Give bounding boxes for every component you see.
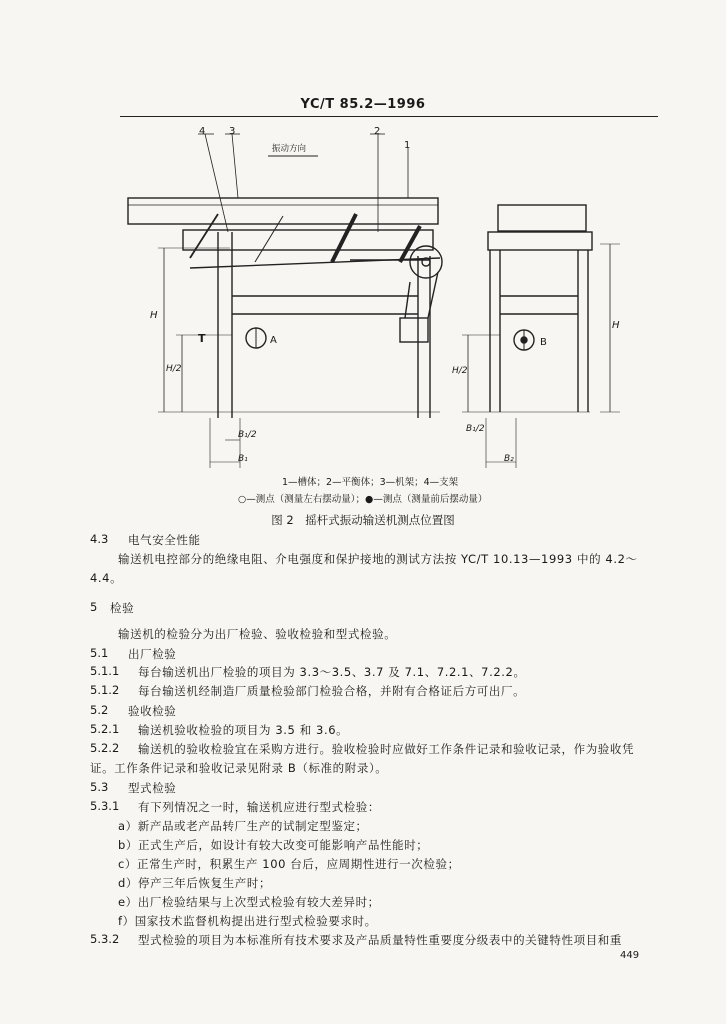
point-a-label: A — [270, 335, 277, 346]
list-item: a）新产品或老产品转厂生产的试制定型鉴定； — [118, 819, 368, 833]
side-dim-h-label: H — [612, 320, 620, 331]
section-heading: 检验 — [110, 601, 135, 615]
balance-body — [183, 230, 433, 250]
section-number: 5.2 — [90, 703, 109, 717]
trough — [128, 198, 438, 224]
legend-parts: 1—槽体；2—平衡体；3—机架；4—支架 — [282, 477, 459, 488]
paragraph-line: 型式检验的项目为本标准所有技术要求及产品质量特性重要度分级表中的关键特性项目和重 — [138, 933, 622, 947]
dim-b2-label: B₂ — [504, 454, 514, 464]
paragraph-line: 有下列情况之一时，输送机应进行型式检验： — [138, 800, 380, 814]
dim-h-half-label: H/2 — [166, 364, 182, 374]
list-item: d）停产三年后恢复生产时； — [118, 876, 272, 890]
paragraph-line: 证。工作条件记录和验收记录见附录 B（标准的附录）。 — [90, 761, 388, 775]
dim-b1-label: B₁ — [238, 454, 248, 464]
point-b-label: B — [540, 337, 547, 348]
page-number: 449 — [620, 950, 640, 961]
dim-h-label: H — [150, 310, 158, 321]
side-dim-h-half-label: H/2 — [452, 366, 468, 376]
paragraph-line: 输送机的验收检验宜在采购方进行。验收检验时应做好工作条件记录和验收记录，作为验收凭 — [138, 742, 635, 756]
header-rule — [120, 116, 658, 117]
section-heading: 验收检验 — [128, 704, 177, 718]
front-view — [128, 134, 442, 468]
list-item: f）国家技术监督机构提出进行型式检验要求时。 — [118, 914, 377, 928]
section-heading: 出厂检验 — [128, 647, 177, 661]
section-number: 5.1.1 — [90, 664, 120, 678]
section-number: 5 — [90, 600, 98, 614]
section-number: 5.3 — [90, 780, 109, 794]
paragraph-line: 输送机电控部分的绝缘电阻、介电强度和保护接地的测试方法按 YC/T 10.13—1993 中的 4.2～ — [118, 552, 638, 566]
section-number: 5.1 — [90, 646, 109, 660]
legend-points: ○—测点（测量左右摆动量）；●—测点（测量前后摆动量） — [238, 494, 488, 505]
section-number: 4.3 — [90, 532, 109, 546]
paragraph-line: 每台输送机出厂检验的项目为 3.3～3.5、3.7 及 7.1、7.2.1、7.2.2。 — [138, 665, 526, 679]
callout-4: 4 — [199, 126, 206, 137]
dim-b1-half-label: B₁/2 — [238, 430, 257, 440]
side-trough — [498, 205, 586, 231]
motor — [400, 318, 428, 342]
dim-b2-half-label: B₁/2 — [466, 424, 485, 434]
paragraph-line: 输送机的检验分为出厂检验、验收检验和型式检验。 — [118, 627, 397, 641]
callout-3: 3 — [229, 126, 236, 137]
callout-1: 1 — [404, 140, 411, 151]
document-header: YC/T 85.2—1996 — [300, 97, 426, 112]
section-number: 5.3.1 — [90, 799, 120, 813]
section-number: 5.1.2 — [90, 683, 120, 697]
callout-2: 2 — [374, 126, 381, 137]
section-heading: 型式检验 — [128, 781, 177, 795]
list-item: e）出厂检验结果与上次型式检验有较大差异时； — [118, 895, 380, 909]
figure-caption: 图 2 摇杆式振动输送机测点位置图 — [271, 513, 455, 527]
section-number: 5.2.2 — [90, 741, 120, 755]
list-item: c）正常生产时，积累生产 100 台后，应周期性进行一次检验； — [118, 857, 460, 871]
paragraph-line: 4.4。 — [90, 571, 123, 585]
section-heading: 电气安全性能 — [128, 533, 201, 547]
paragraph-line: 每台输送机经制造厂质量检验部门检验合格，并附有合格证后方可出厂。 — [138, 684, 526, 698]
list-item: b）正式生产后，如设计有较大改变可能影响产品性能时； — [118, 838, 429, 852]
label-t: T — [198, 332, 206, 345]
paragraph-line: 输送机验收检验的项目为 3.5 和 3.6。 — [138, 723, 349, 737]
section-number: 5.2.1 — [90, 722, 120, 736]
section-number: 5.3.2 — [90, 932, 120, 946]
vibration-direction-label: 振动方向 — [272, 144, 307, 154]
